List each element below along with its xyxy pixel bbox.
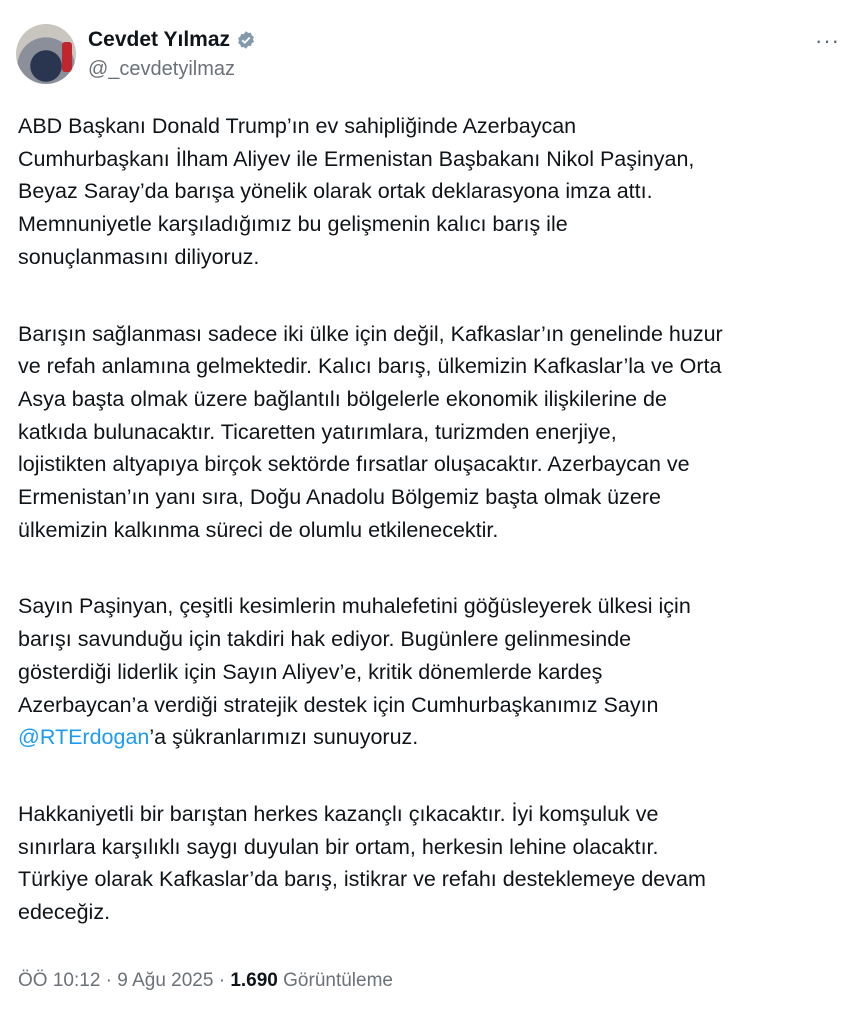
verified-badge-icon (236, 30, 256, 50)
tweet-header (16, 24, 256, 84)
mention-link[interactable]: @RTErdogan (18, 725, 150, 750)
text-line: barışı savunduğu için takdiri hak ediyor. Bugünlere gelinmesinde (18, 627, 632, 652)
separator: · (213, 970, 231, 991)
text-line: Azerbaycan’a verdiği stratejik destek için Cumhurbaşkanımız Sayın (18, 692, 659, 717)
views-label: Görüntüleme (277, 970, 393, 991)
text-line: Türkiye olarak Kafkaslar’da barış, istikrar ve refahı desteklemeye devam (18, 867, 706, 892)
text-line: katkıda bulunacaktır. Ticaretten yatırımlara, turizmden enerjiye, (18, 419, 617, 444)
text-line: lojistikten altyapıya birçok sektörde fırsatlar oluşacaktır. Azerbaycan ve (18, 452, 690, 477)
paragraph-1 (18, 110, 848, 274)
text-line: Ermenistan’ın yanı sıra, Doğu Anadolu Bölgemiz başta olmak üzere (18, 485, 661, 510)
text-line: sınırlara karşılıklı saygı duyulan bir ortam, herkesin lehine olacaktır. (18, 834, 659, 859)
tweet-time[interactable]: ÖÖ 10:12 (18, 970, 101, 991)
tweet-date[interactable]: 9 Ağu 2025 (117, 970, 214, 991)
mention-suffix: ’a şükranlarımızı sunuyoruz. (149, 725, 419, 750)
text-line: ve refah anlamına gelmektedir. Kalıcı barış, ülkemizin Kafkaslar’la ve Orta (18, 354, 722, 379)
view-count: 1.690 (230, 970, 278, 991)
text-line: gösterdiği liderlik için Sayın Aliyev’e, kritik dönemlerde kardeş (18, 659, 603, 684)
separator: · (100, 970, 118, 991)
author-name[interactable]: Cevdet Yılmaz (88, 27, 231, 51)
text-line: Asya başta olmak üzere bağlantılı bölgelerle ekonomik ilişkilerine de (18, 386, 667, 411)
text-line: Beyaz Saray’da barışa yönelik olarak ortak deklarasyona imza attı. (18, 179, 653, 204)
text-line: edeceğiz. (18, 900, 111, 925)
text-line: sonuçlanmasını diliyoruz. (18, 244, 260, 269)
more-options-icon[interactable]: ··· (815, 28, 840, 53)
text-line: Cumhurbaşkanı İlham Aliyev ile Ermenistan Başbakanı Nikol Paşinyan, (18, 146, 695, 171)
tweet-text (18, 110, 848, 973)
text-line: ülkemizin kalkınma süreci de olumlu etkilenecektir. (18, 517, 499, 542)
author-handle[interactable]: @_cevdetyilmaz (88, 57, 236, 80)
text-line: Hakkaniyetli bir barıştan herkes kazançlı çıkacaktır. İyi komşuluk ve (18, 801, 659, 826)
paragraph-3 (18, 590, 848, 754)
text-line: Sayın Paşinyan, çeşitli kesimlerin muhalefetini göğüsleyerek ülkesi için (18, 594, 691, 619)
text-line: Barışın sağlanması sadece iki ülke için değil, Kafkaslar’ın genelinde huzur (18, 321, 723, 346)
paragraph-2 (18, 318, 848, 547)
text-line (18, 721, 848, 754)
avatar[interactable] (16, 24, 76, 84)
paragraph-4 (18, 798, 848, 929)
tweet-meta (18, 970, 393, 992)
text-line: ABD Başkanı Donald Trump’ın ev sahipliğinde Azerbaycan (18, 114, 577, 138)
text-line: Memnuniyetle karşıladığımız bu gelişmenin kalıcı barış ile (18, 212, 568, 237)
